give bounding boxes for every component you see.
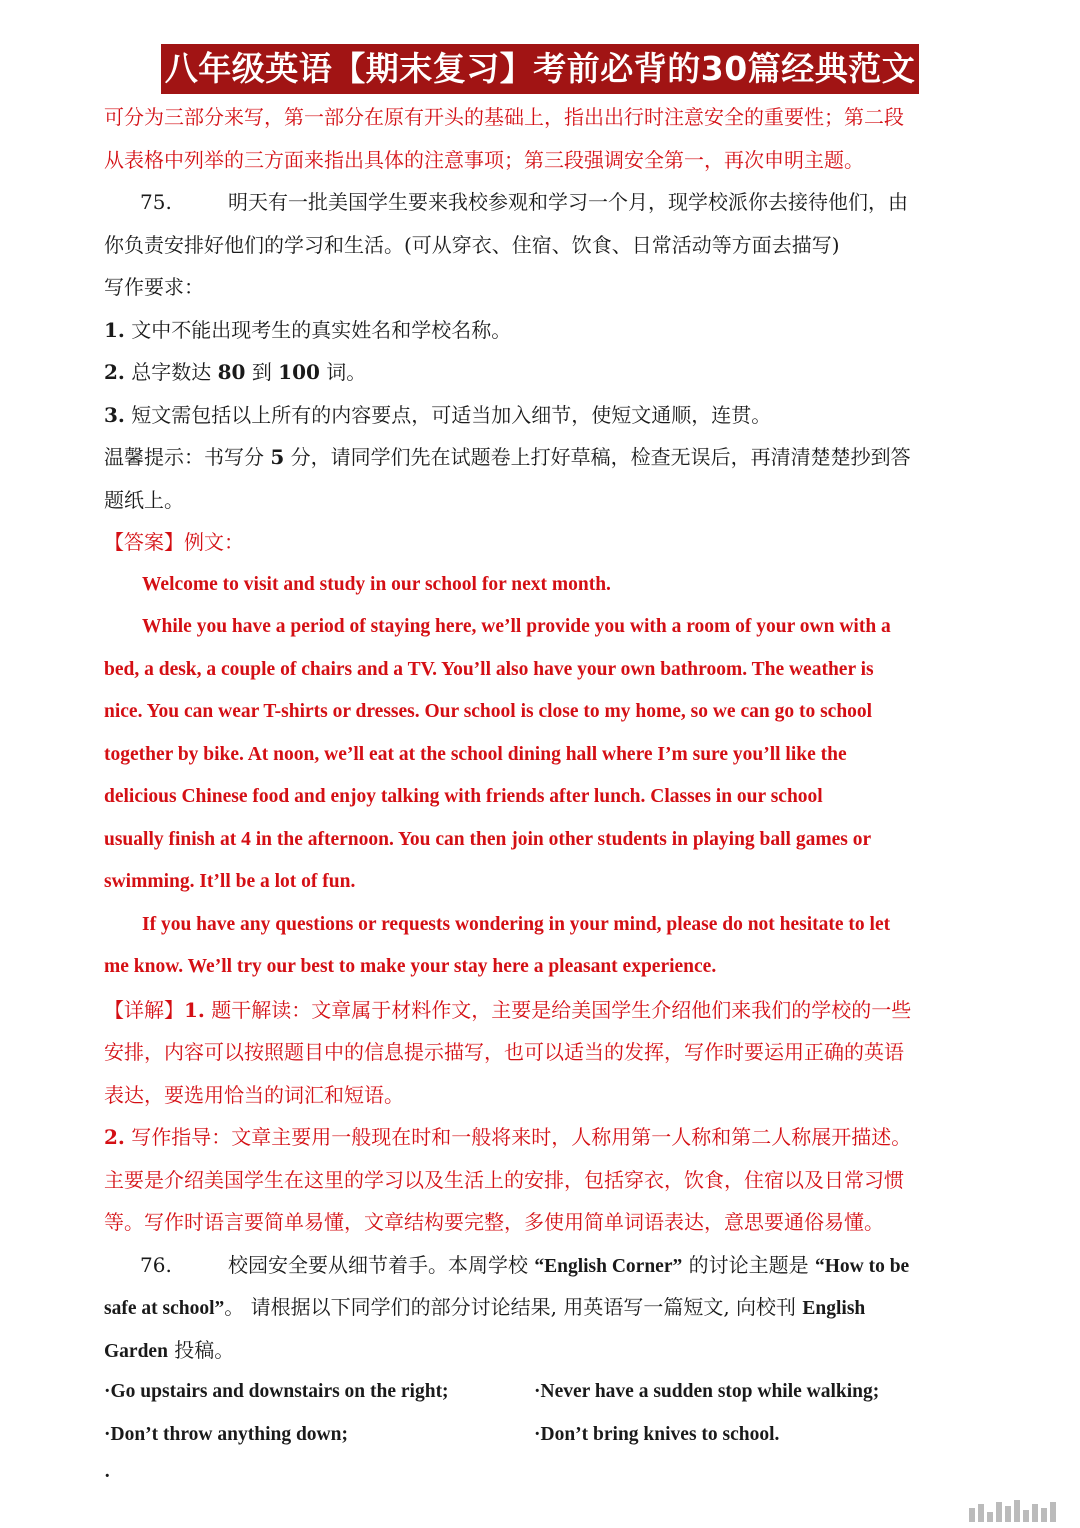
requirement-number: 1. [104,317,125,342]
essay-line: swimming. It’ll be a lot of fun. [104,871,356,892]
question-number: 75. [140,190,172,214]
requirement-text: 到 [251,360,272,384]
requirement-text: 总字数达 [131,360,212,384]
tip-line: 题纸上。 [104,487,184,512]
bullet-item: · [104,1466,111,1487]
tip-text: 分，请同学们先在试题卷上打好草稿，检查无误后，再清清楚楚抄到答 [290,445,911,469]
requirement-item [104,309,980,352]
question-prompt: 。 请根据以下同学们的部分讨论结果, 用英语写一篇短文, 向校刊 [224,1295,797,1319]
essay-line: bed, a desk, a couple of chairs and a TV. You’ll also have your own bathroom. The weather is [104,658,874,680]
requirement-item [104,351,980,394]
question-75-line [104,181,980,224]
title-container [0,44,1080,94]
detail-line: 表达，要选用恰当的词汇和短语。 [104,1082,404,1107]
page-title: 八年级英语【期末复习】考前必背的30篇经典范文 [161,44,919,94]
question-prompt-en: “English Corner” [534,1255,683,1277]
detail-line: 等。写作时语言要简单易懂，文章结构要完整，多使用简单词语表达，意思要通俗易懂。 [104,1210,884,1234]
requirement-number: 2. [104,360,125,384]
question-76-line [104,1244,980,1287]
question-prompt-en: safe at school” [104,1298,225,1319]
question-prompt: 你负责安排好他们的学习和生活。(可从穿衣、住宿、饮食、日常活动等方面去描写) [104,232,840,257]
essay-line: together by bike. At noon, we’ll eat at the school dining hall where I’m sure you’ll like the [104,743,847,765]
question-prompt: 投稿。 [174,1337,235,1362]
question-prompt-en: Garden [104,1340,168,1362]
bullet-row [104,1456,980,1499]
document-body [104,96,980,1499]
essay-line: delicious Chinese food and enjoy talking with friends after lunch. Classes in our school [104,786,823,807]
essay-line: If you have any questions or requests wondering in your mind, please do not hesitate to let [142,913,891,935]
intro-line: 从表格中列举的三方面来指出具体的注意事项；第三段强调安全第一，再次申明主题。 [104,147,864,172]
word-count-min: 80 [217,360,246,384]
bullet-item: ·Never have a sudden stop while walking; [534,1381,880,1402]
requirement-number: 3. [104,402,125,427]
question-prompt: 明天有一批美国学生要来我校参观和学习一个月，现学校派你去接待他们，由 [228,190,908,214]
bullet-item: ·Don’t bring knives to school. [534,1423,780,1445]
footer-watermark-bar [969,1496,1056,1522]
detail-number: 1. [184,997,205,1022]
essay-line: usually finish at 4 in the afternoon. You can then join other students in playing ball games or [104,828,872,850]
question-prompt: 的讨论主题是 [688,1252,809,1277]
question-76-line [104,1286,980,1329]
detail-text: 写作指导：文章主要用一般现在时和一般将来时，人称用第一人称和第二人称展开描述。 [131,1125,912,1149]
detail-line [104,989,980,1032]
essay-line: nice. You can wear T-shirts or dresses. Our school is close to my home, so we can go to school [104,701,873,722]
bullet-item: ·Go upstairs and downstairs on the right; [104,1381,449,1402]
detail-line: 主要是介绍美国学生在这里的学习以及生活上的安排，包括穿衣，饮食，住宿以及日常习惯 [104,1167,904,1192]
requirement-item [104,394,980,437]
question-prompt-en: English [802,1298,866,1319]
essay-line: me know. We’ll try our best to make your stay here a pleasant experience. [104,956,717,977]
detail-number: 2. [104,1125,125,1149]
detail-text: 题干解读：文章属于材料作文，主要是给美国学生介绍他们来我们的学校的一些 [211,997,912,1022]
requirement-text: 短文需包括以上所有的内容要点，可适当加入细节，使短文通顺，连贯。 [131,402,772,427]
question-prompt: 校园安全要从细节着手。本周学校 [228,1252,528,1277]
requirement-text: 词。 [326,360,367,384]
requirement-text: 文中不能出现考生的真实姓名和学校名称。 [131,317,512,342]
bullet-item: ·Don’t throw anything down; [104,1423,348,1445]
question-prompt-en: “How to be [814,1255,910,1277]
tip-line [104,436,980,479]
bullet-row [104,1414,980,1457]
question-number: 76. [140,1252,172,1277]
tip-text: 温馨提示：书写分 [104,445,264,469]
question-76-line [104,1329,980,1372]
answer-label: 【答案】例文： [104,530,244,554]
intro-line: 可分为三部分来写，第一部分在原有开头的基础上，指出出行时注意安全的重要性；第二段 [104,105,904,129]
word-count-max: 100 [278,360,320,384]
tip-score: 5 [270,445,285,469]
essay-line: While you have a period of staying here, we’ll provide you with a room of your own with a [142,616,891,637]
detail-line: 安排，内容可以按照题目中的信息提示描写，也可以适当的发挥，写作时要运用正确的英语 [104,1040,904,1064]
requirements-heading: 写作要求： [104,275,204,299]
essay-line: Welcome to visit and study in our school for next month. [142,573,611,595]
bullet-row [104,1371,980,1414]
detail-label: 【详解】 [104,997,184,1022]
detail-line [104,1116,980,1159]
